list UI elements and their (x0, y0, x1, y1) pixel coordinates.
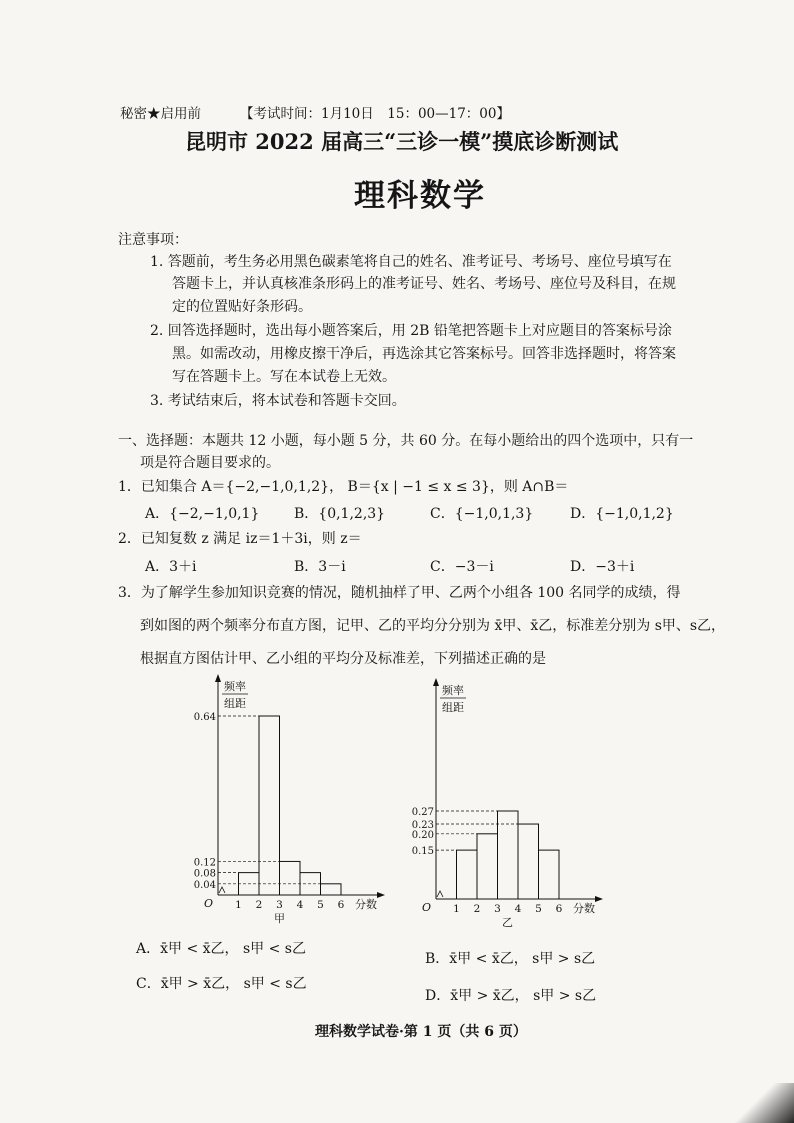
notes-heading: 注意事项： (118, 232, 188, 248)
q2-stem: 2．已知复数 z 满足 iz＝1＋3i，则 z＝ (118, 531, 362, 547)
hist-2-x-tick-6: 6 (555, 903, 563, 915)
hist-2-x-tick-4: 4 (514, 903, 522, 915)
note-1-line-3: 定的位置贴好条形码。 (172, 299, 312, 315)
hist-2-x-tick-1: 1 (453, 903, 460, 915)
q3-option-a: A．x̄甲 < x̄乙， s甲 < s乙 (136, 941, 306, 957)
hist-2-ylabel-bottom: 组距 (442, 701, 464, 714)
hist-1-x-tick-6: 6 (337, 899, 345, 911)
q2-option-d: D．−3＋i (570, 559, 635, 575)
hist-2-bar-1 (457, 850, 478, 899)
hist-2-caption: 乙 (502, 916, 513, 929)
hist-2-x-tick-5: 5 (535, 903, 542, 915)
note-3-line-1: 3. 考试结束后，将本试卷和答题卡交回。 (150, 393, 406, 409)
q1-option-b: B．{0,1,2,3} (294, 506, 386, 522)
hist-1-x-tick-4: 4 (296, 899, 304, 911)
hist-1-y-arrow (215, 674, 221, 682)
hist-2-y-arrow (433, 678, 439, 686)
hist-2-bar-2 (477, 834, 498, 899)
hist-2-y-tick-3: 0.20 (411, 829, 434, 841)
section-line-1: 一、选择题：本题共 12 小题，每小题 5 分，共 60 分。在每小题给出的四个选项中，只有一 (118, 433, 694, 449)
exam-time: 【考试时间：1月10日 15：00—17：00】 (240, 106, 510, 122)
q3-option-b: B．x̄甲 < x̄乙， s甲 > s乙 (425, 951, 596, 967)
q1-option-a: A．{−2,−1,0,1} (145, 506, 260, 522)
hist-1-x-arrow (377, 892, 385, 898)
hist-1-bar-2 (259, 716, 280, 895)
hist-2-axis-break (437, 891, 443, 897)
hist-2-x-tick-3: 3 (494, 903, 501, 915)
hist-1-ylabel-top: 频率 (224, 680, 246, 693)
hist-2-origin: O (422, 901, 432, 914)
hist-1-x-tick-3: 3 (276, 899, 283, 911)
note-2-line-1: 2. 回答选择题时，选出每小题答案后，用 2B 铅笔把答题卡上对应题目的答案标号涂 (150, 323, 672, 339)
hist-1-xlabel: 分数 (355, 898, 377, 911)
q2-option-a: A．3＋i (145, 559, 197, 575)
hist-1-y-tick-4: 0.04 (193, 879, 216, 891)
q3-line-1: 3．为了解学生参加知识竞赛的情况，随机抽样了甲、乙两个小组各 100 名同学的成绩，得 (118, 585, 681, 601)
hist-2-xlabel: 分数 (573, 902, 595, 915)
exam-title: 昆明市 2022 届高三“三诊一模”摸底诊断测试 (185, 129, 619, 154)
note-1-line-2: 答题卡上，并认真核准条形码上的准考证号、姓名、考场号、座位号及科目，在规 (172, 276, 676, 292)
note-2-line-3: 写在答题卡上。写在本试卷上无效。 (172, 369, 396, 385)
hist-1-origin: O (204, 897, 214, 910)
section-line-2: 项是符合题目要求的。 (140, 455, 280, 471)
hist-1-x-tick-2: 2 (255, 899, 263, 911)
hist-2-bar-4 (518, 824, 539, 899)
hist-2-bar-5 (539, 850, 560, 899)
q2-option-b: B．3－i (294, 559, 346, 575)
q3-option-d: D．x̄甲 > x̄乙， s甲 > s乙 (425, 988, 597, 1004)
hist-1-ylabel-bottom: 组距 (224, 697, 246, 710)
hist-1-caption: 甲 (274, 912, 285, 925)
hist-1-y-tick-2: 0.12 (193, 857, 216, 869)
secret-label: 秘密★启用前 (120, 106, 201, 122)
q3-line-3: 根据直方图估计甲、乙小组的平均分及标准差，下列描述正确的是 (140, 651, 546, 667)
q1-option-d: D．{−1,0,1,2} (570, 506, 674, 522)
hist-2-y-tick-2: 0.23 (411, 820, 434, 832)
q1-stem: 1．已知集合 A＝{−2,−1,0,1,2}， B＝{x | −1 ≤ x ≤ 3}，则 A∩B＝ (118, 479, 569, 495)
hist-2-x-arrow (595, 896, 603, 902)
q1-option-c: C．{−1,0,1,3} (430, 506, 534, 522)
hist-1-x-tick-1: 1 (235, 899, 242, 911)
note-1-line-1: 1. 答题前，考生务必用黑色碳素笔将自己的姓名、准考证号、考场号、座位号填写在 (150, 254, 672, 270)
q3-line-2: 到如图的两个频率分布直方图，记甲、乙的平均分分别为 x̄甲、x̄乙，标准差分别为 s甲、s乙， (140, 618, 726, 634)
q2-option-c: C．−3－i (430, 559, 494, 575)
q3-option-c: C．x̄甲 > x̄乙， s甲 < s乙 (136, 976, 307, 992)
hist-1-axis-break (219, 887, 225, 893)
histogram-yi (408, 676, 618, 936)
hist-1-x-tick-5: 5 (317, 899, 324, 911)
histogram-jia (190, 672, 400, 932)
note-2-line-2: 黑。如需改动，用橡皮擦干净后，再选涂其它答案标号。回答非选择题时，将答案 (172, 346, 676, 362)
hist-1-y-tick-3: 0.08 (193, 868, 216, 880)
hist-1-bar-5 (321, 884, 342, 895)
hist-2-y-tick-4: 0.15 (411, 846, 434, 858)
page-footer: 理科数学试卷·第 1 页（共 6 页） (315, 1024, 527, 1040)
subject-title: 理科数学 (354, 178, 486, 214)
hist-2-ylabel-top: 频率 (442, 684, 464, 697)
hist-1-y-tick-1: 0.64 (193, 712, 216, 723)
hist-1-bar-3 (280, 861, 301, 895)
hist-2-y-tick-1: 0.27 (411, 807, 434, 818)
scan-corner-shadow (734, 1083, 794, 1123)
hist-2-x-tick-2: 2 (473, 903, 481, 915)
